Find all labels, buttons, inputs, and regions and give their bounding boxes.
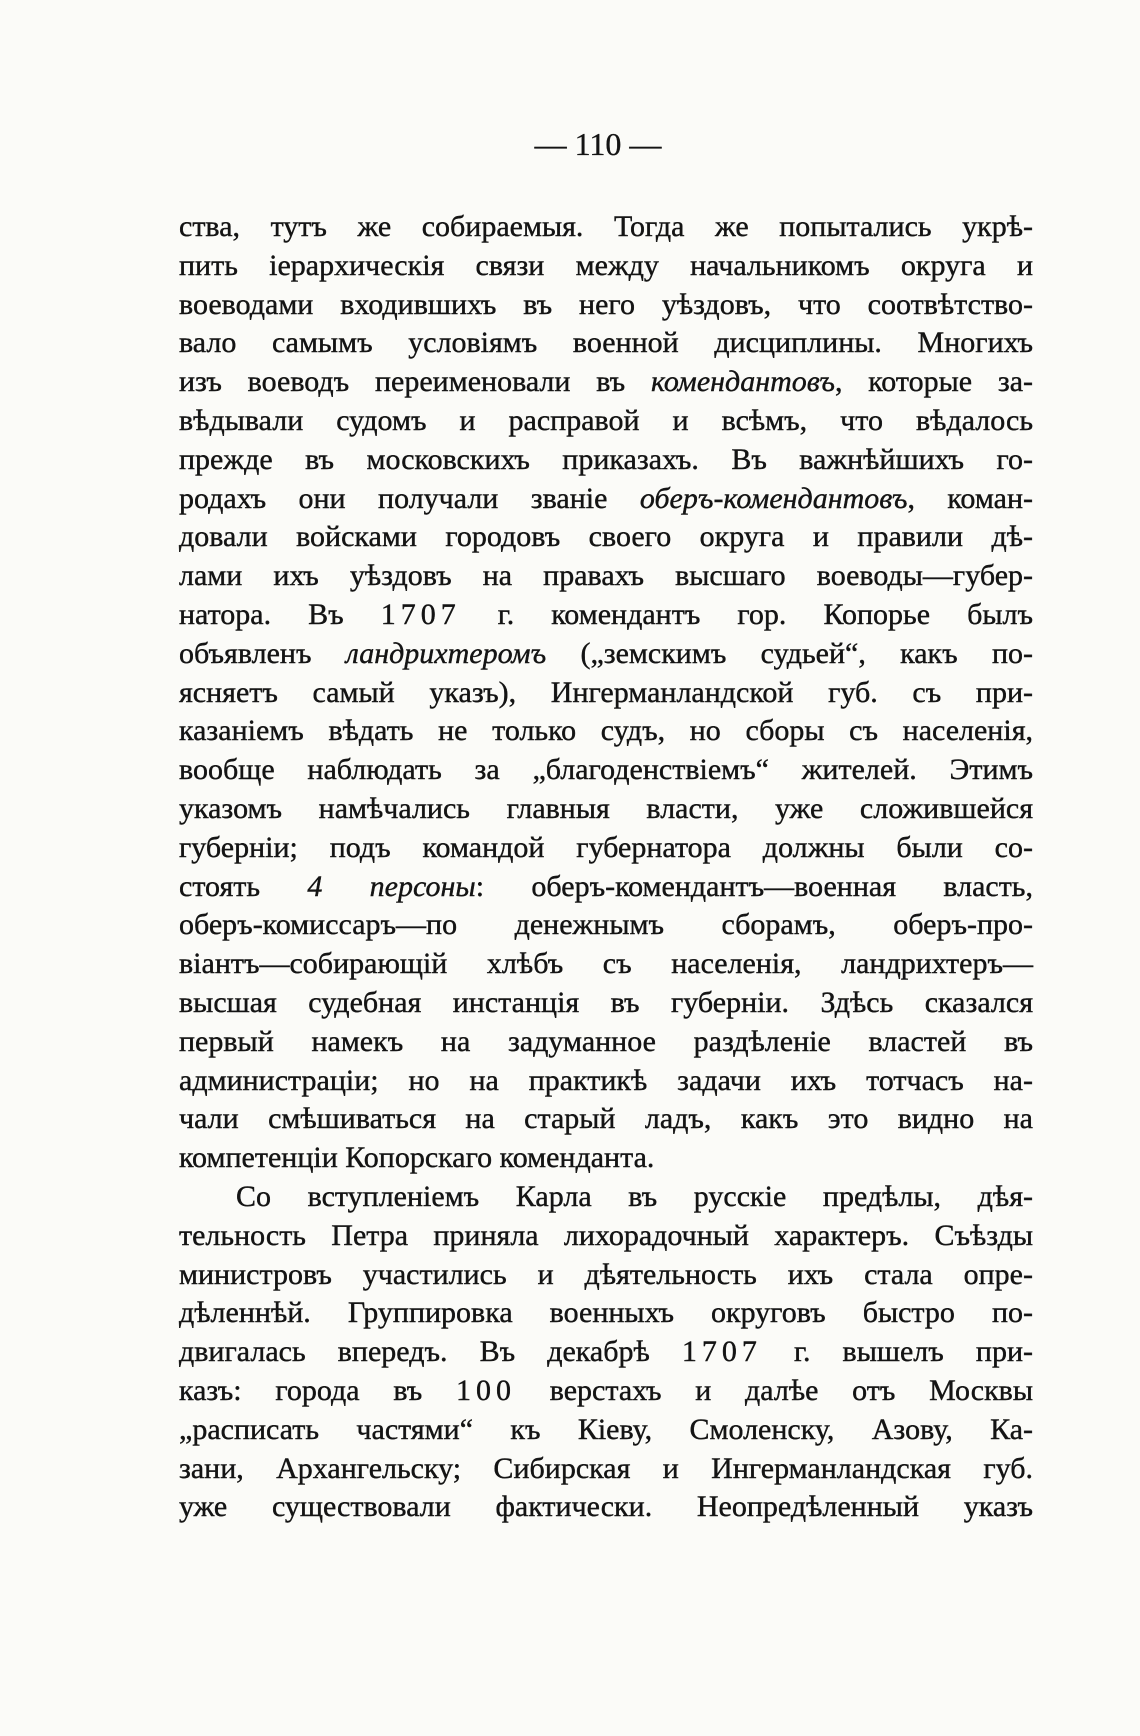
text-line: [179, 247, 1033, 286]
paragraph: [179, 208, 1033, 1178]
text-run: ства, тутъ же собираемыя. Тогда же попытались укрѣ-: [179, 210, 1033, 243]
text-run: указомъ намѣчались главныя власти, уже сложившейся: [179, 791, 1033, 825]
text-run: высшая судебная инстанція въ губерніи. Здѣсь сказался: [179, 985, 1033, 1019]
text-run: двигалась впередъ. Въ декабрѣ: [179, 1335, 682, 1369]
text-run: пить іерархическія связи между начальникомъ округа и: [179, 248, 1033, 282]
text-run: оберъ-комиссаръ—по денежнымъ сборамъ, оберъ-про-: [179, 908, 1033, 942]
text-run: вообще наблюдать за „благоденствіемъ“ жителей. Этимъ: [179, 753, 1033, 787]
text-run: („земскимъ судьей“, какъ по-: [546, 636, 1033, 670]
text-line: [179, 945, 1033, 984]
text-line: [179, 596, 1033, 635]
text-run: родахъ они получали званіе: [179, 481, 640, 515]
text-run: первый намекъ на задуманное раздѣленіе властей въ: [179, 1024, 1033, 1058]
text-run: довали войсками городовъ своего округа и правили дѣ-: [179, 520, 1033, 554]
text-run: , коман-: [907, 481, 1033, 515]
text-run: стоять: [179, 869, 308, 903]
text-line: [179, 1256, 1033, 1295]
text-line: [179, 1217, 1033, 1256]
text-line: [179, 712, 1033, 751]
text-line: [179, 1178, 1033, 1217]
text-run: г. вышелъ при-: [761, 1335, 1033, 1369]
body-text: [179, 208, 1033, 1527]
text-line: [179, 1450, 1033, 1489]
text-line: [179, 441, 1033, 480]
text-run: казъ: города въ: [179, 1373, 456, 1407]
number-text: 1707: [380, 597, 461, 631]
text-run: : оберъ-комендантъ—военная власть,: [475, 869, 1033, 903]
text-run: воеводами входившихъ въ него уѣздовъ, что соотвѣтство-: [179, 287, 1033, 321]
text-line: [179, 1023, 1033, 1062]
text-line: [179, 1411, 1033, 1450]
emphasized-text: оберъ-комендантовъ: [639, 481, 908, 515]
text-run: дѣленнѣй. Группировка военныхъ округовъ быстро по-: [179, 1296, 1033, 1330]
text-line: [179, 1333, 1033, 1372]
text-run: казаніемъ вѣдать не только судъ, но сборы съ населенія,: [179, 714, 1033, 748]
text-line: [179, 480, 1033, 519]
text-line: [179, 1100, 1033, 1139]
page-number: — 110 —: [534, 126, 662, 162]
text-line: [179, 829, 1033, 868]
text-line: [179, 557, 1033, 596]
text-line: [179, 635, 1033, 674]
text-run: лами ихъ уѣздовъ на правахъ высшаго воеводы—губер-: [179, 559, 1033, 593]
emphasized-text: ландрихтеромъ: [345, 636, 547, 670]
text-line: [179, 1294, 1033, 1333]
text-run: натора. Въ: [179, 597, 381, 631]
text-line: [179, 208, 1033, 247]
text-run: „расписать частями“ къ Кіеву, Смоленску, Азову, Ка-: [179, 1412, 1033, 1446]
text-line: [179, 402, 1033, 441]
text-line: [179, 906, 1033, 945]
text-run: уже существовали фактически. Неопредѣленный указъ: [179, 1490, 1033, 1524]
text-run: Со вступленіемъ Карла въ русскіе предѣлы, дѣя-: [236, 1179, 1033, 1213]
text-run: прежде въ московскихъ приказахъ. Въ важнѣйшихъ го-: [179, 442, 1033, 476]
text-run: г. комендантъ гор. Копорье былъ: [460, 597, 1033, 631]
text-run: вѣдывали судомъ и расправой и всѣмъ, что вѣдалось: [179, 403, 1033, 437]
text-run: изъ воеводъ переименовали въ: [179, 365, 651, 399]
text-run: чали смѣшиваться на старый ладъ, какъ это видно на: [179, 1102, 1033, 1136]
text-run: компетенціи Копорскаго коменданта.: [179, 1141, 655, 1175]
text-run: верстахъ и далѣе отъ Москвы: [516, 1373, 1033, 1407]
text-line: [179, 1062, 1033, 1101]
text-run: министровъ участились и дѣятельность ихъ стала опре-: [179, 1257, 1033, 1291]
emphasized-text: комендантовъ: [650, 365, 835, 399]
text-run: вало самымъ условіямъ военной дисциплины. Многихъ: [179, 326, 1033, 360]
text-line: [179, 363, 1033, 402]
text-run: губерніи; подъ командой губернатора должны были со-: [179, 830, 1033, 864]
text-line: [179, 286, 1033, 325]
text-line: [179, 790, 1033, 829]
text-run: администраціи; но на практикѣ задачи ихъ тотчасъ на-: [179, 1063, 1033, 1097]
text-line: [179, 984, 1033, 1023]
text-line: [179, 674, 1033, 713]
text-run: объявленъ: [179, 636, 346, 670]
number-text: 1707: [681, 1335, 762, 1369]
text-line: [179, 1488, 1033, 1527]
text-run: зани, Архангельску; Сибирская и Ингерманландская губ.: [179, 1451, 1033, 1485]
text-run: тельность Петра приняла лихорадочный характеръ. Съѣзды: [179, 1218, 1033, 1252]
emphasized-text: 4 персоны: [307, 869, 476, 903]
text-line: [179, 868, 1033, 907]
text-line: [179, 1372, 1033, 1411]
text-line: [179, 751, 1033, 790]
text-line: [179, 518, 1033, 557]
text-run: , которые за-: [834, 365, 1034, 399]
number-text: 100: [456, 1373, 516, 1407]
text-line: [179, 1139, 1033, 1178]
text-run: віантъ—собирающій хлѣбъ съ населенія, ландрихтеръ—: [179, 947, 1033, 981]
text-line: [179, 324, 1033, 363]
text-run: ясняетъ самый указъ), Ингерманландской губ. съ при-: [179, 675, 1033, 709]
paragraph: [179, 1178, 1033, 1527]
